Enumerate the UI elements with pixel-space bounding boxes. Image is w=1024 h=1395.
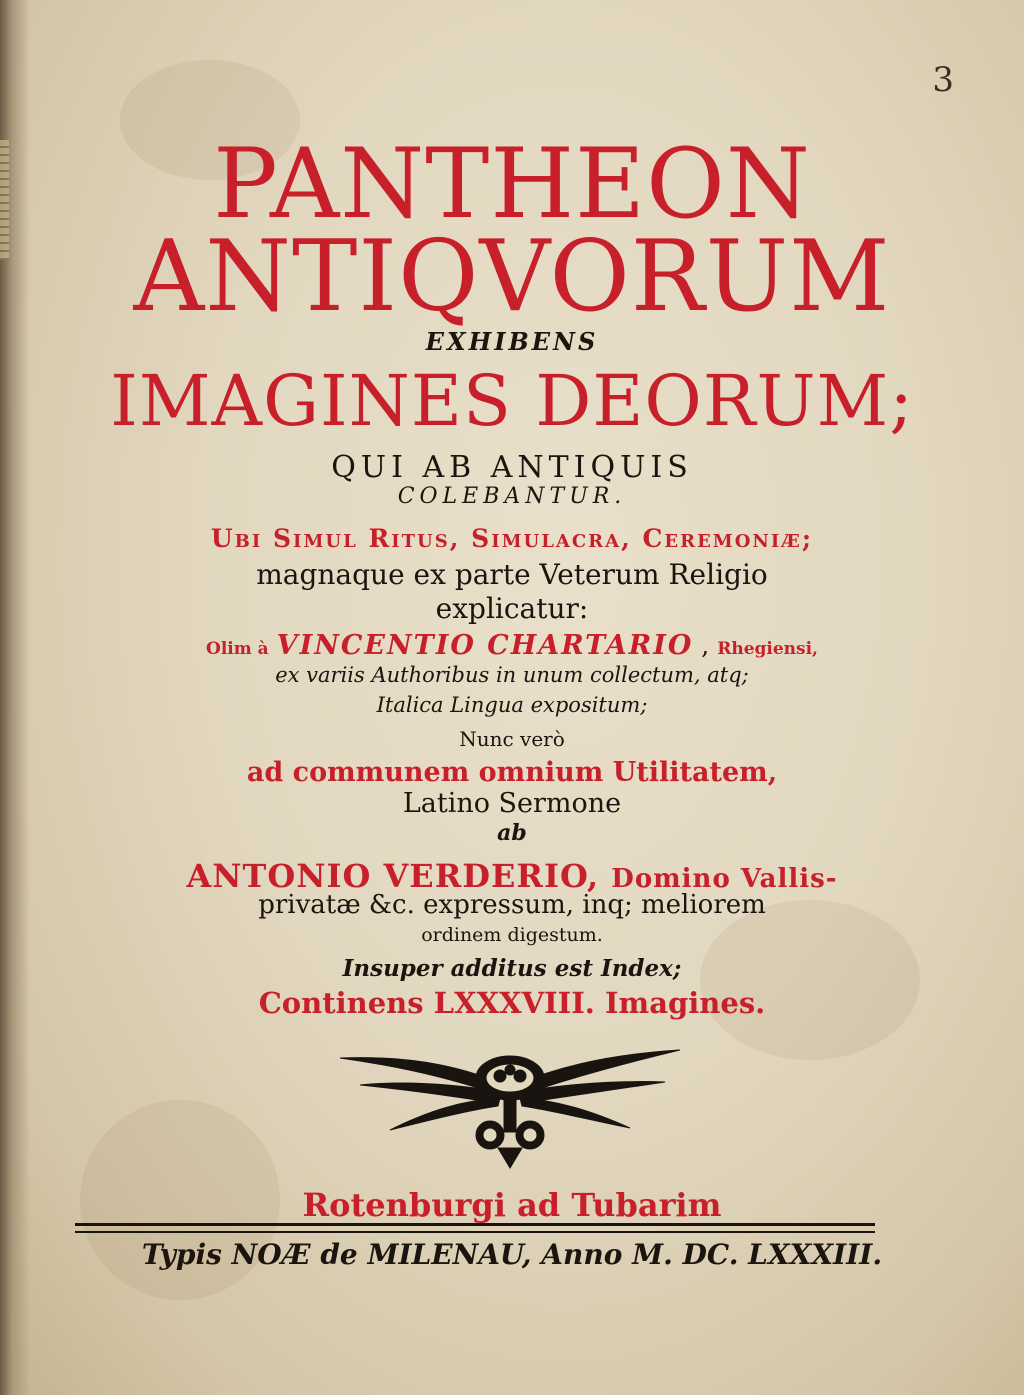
privatae-line: privatæ &c. expressum, inq; meliorem [258,890,766,920]
author-name: VINCENTIO CHARTARIO [276,630,694,661]
imprint-printer: Typis NOÆ de MILENAU, Anno M. DC. LXXXIII. [141,1238,883,1271]
explicatur-line: explicatur: [435,592,589,625]
insuper-line: Insuper additus est Index; [342,955,682,982]
title-line-2: ANTIQVORUM [133,220,891,334]
fleuron-ornament-icon [330,1030,690,1170]
magnaque-line: magnaque ex parte Veterum Religio [256,558,768,591]
ab-line: ab [497,820,527,846]
ex-variis-line: ex variis Authoribus in unum collectum, atq; [275,663,749,687]
author-origin: Rhegiensi, [717,639,818,659]
nunc-vero-line: Nunc verò [459,727,565,751]
title-line-1: PANTHEON [213,128,811,240]
imprint-rule-bottom [75,1231,875,1233]
qui-ab-antiquis-line: QUI AB ANTIQUIS [331,450,693,485]
folio-number: 3 [932,60,954,100]
translator-name: ANTONIO VERDERIO, [186,857,600,895]
colebantur-line: COLEBANTUR. [397,484,627,509]
imprint-place: Rotenburgi ad Tubarim [302,1186,722,1224]
olim-line [0,630,1024,661]
translator-title: Domino Vallis- [611,864,838,894]
imagines-deorum-line: IMAGINES DEORUM; [110,360,914,442]
exhibens-line: EXHIBENS [425,327,599,356]
author-comma: , [701,631,710,660]
ad-communem-line: ad communem omnium Utilitatem, [246,757,778,788]
olim-text: Olim à [206,639,269,659]
imprint-rule-top [75,1223,875,1226]
continens-line: Continens LXXXVIII. Imagines. [258,986,766,1020]
ordinem-line: ordinem digestum. [421,924,603,946]
ubi-simul-line: Ubi Simul Ritus, Simulacra, Ceremoniæ; [210,524,814,553]
latino-sermone-line: Latino Sermone [402,788,622,819]
italica-lingua-line: Italica Lingua expositum; [376,693,648,717]
